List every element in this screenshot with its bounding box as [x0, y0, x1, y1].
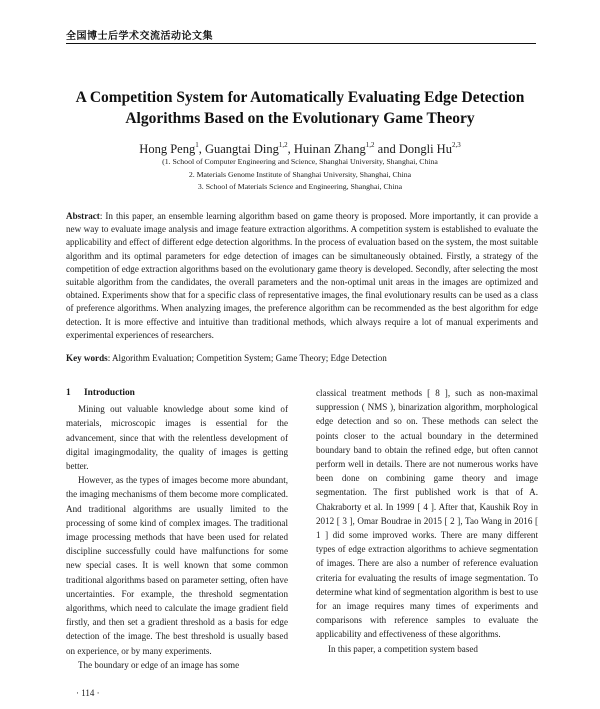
- author-affil-sup: 1,2: [365, 141, 375, 149]
- left-column: [66, 386, 288, 672]
- abstract-text: : In this paper, an ensemble learning algorithm based on game theory is proposed. More importantly, it can provide a new way to evaluate image analysis and image feature extraction algorithms. A competition system is established to evaluate the applicability and effect of different edge detection algorithms. In the process of evaluation based on the system, the most suitable algorithm and its optimal parameters for edge detection of images can be simultaneously obtained. Firstly, a strategy of the competition of edge extraction algorithms based on the evolutionary game theory is developed. Secondly, after selecting the most suitable algorithm from the candidates, the overall parameters and the non-optimal unit areas in the images are optimized and obtained. Experiments show that for a specific class of representative images, the final evolutionary results can be used as a class of preference algorithms. When analyzing images, the preference algorithm can be recommended as the best algorithm for edge detection. It is more effective and intuitive than traditional methods, which always require a lot of manual experiments and experimental experiences of researchers.: [66, 211, 538, 340]
- keywords-text: : Algorithm Evaluation; Competition System; Game Theory; Edge Detection: [107, 353, 387, 363]
- author-name: Hong Peng: [139, 142, 196, 156]
- author-list: [40, 137, 560, 157]
- paragraph: However, as the types of images become more abundant, the imaging mechanisms of them become more complicated. And traditional algorithms are usually limited to the processing of some kind of complex images. The traditional image processing methods that have been used for related discipline successfully could have malfunctions for some new special cases. It is well known that some common traditional algorithms based on parameter setting, often have uncertainties. For example, the threshold segmentation algorithms, which need to calculate the image gradient field firstly, and then set a gradient threshold as a basis for edge detection of the image. The best threshold is usually based on experience, or by many experiments.: [66, 475, 288, 656]
- affiliation: (1. School of Computer Engineering and Science, Shanghai University, Shanghai, China: [162, 157, 438, 166]
- author-affil-sup: 2,3: [451, 141, 461, 149]
- section-heading: [66, 386, 288, 400]
- title-line: Algorithms Based on the Evolutionary Game Theory: [125, 110, 475, 127]
- author-separator: ,: [287, 142, 294, 156]
- paper-title: [40, 87, 560, 129]
- header-rule: [66, 43, 536, 44]
- abstract-label: Abstract: [66, 211, 100, 221]
- section-number: 1: [66, 388, 71, 398]
- right-column: [316, 386, 538, 656]
- keywords-label: Key words: [66, 353, 108, 363]
- paragraph: In this paper, a competition system based: [328, 643, 478, 654]
- author-affil-sup: 1: [195, 141, 199, 149]
- paragraph: Mining out valuable knowledge about some kind of materials, microscopic images is essential for the advancement, since that with the relentless development of digital imagingmodality, the quality of images is getting better.: [66, 404, 288, 472]
- author-name: Guangtai Ding: [204, 142, 279, 156]
- paragraph: classical treatment methods [ 8 ], such as non-maximal suppression ( NMS ), binarization algorithm, morphological edge detection and so on. These methods can select the points closer to the actual boundary in the determined boundary band to obtain the refined edge, but often cannot perform well in details. There are not numerous works have been done on combining game theory and image segmentation. The first published work is that of A. Chakraborty et al. In 1999 [ 4 ]. After that, Kaushik Roy in 2012 [ 3 ], Omar Boudrae in 2015 [ 2 ], Tao Wang in 2016 [ 1 ] did some improved works. There are many different types of edge extraction algorithms to achieve segmentation of images. There are also a number of reference evaluation criteria for evaluating the results of image segmentation. To determine what kind of segmentation algorithm is best to use for an image requires many times of experiments and comparisons with reference samples to evaluate the applicability and effectiveness of these algorithms.: [316, 388, 538, 640]
- section-title: Introduction: [84, 388, 135, 398]
- author-name: Dongli Hu: [398, 142, 452, 156]
- author-separator: and: [374, 142, 399, 156]
- author-name: Huinan Zhang: [293, 142, 366, 156]
- running-head: 全国博士后学术交流活动论文集: [66, 31, 213, 42]
- title-line: A Competition System for Automatically Evaluating Edge Detection: [75, 89, 525, 106]
- affiliations: [40, 156, 560, 194]
- abstract: [66, 210, 538, 342]
- author-affil-sup: 1,2: [278, 141, 288, 149]
- author-separator: ,: [198, 142, 205, 156]
- affiliation: 3. School of Materials Science and Engineering, Shanghai, China: [197, 182, 403, 191]
- affiliation: 2. Materials Genome Institute of Shanghai University, Shanghai, China: [188, 169, 412, 179]
- paragraph: The boundary or edge of an image has some: [78, 659, 240, 670]
- keywords: [66, 352, 538, 365]
- page-number: · 114 ·: [76, 688, 100, 698]
